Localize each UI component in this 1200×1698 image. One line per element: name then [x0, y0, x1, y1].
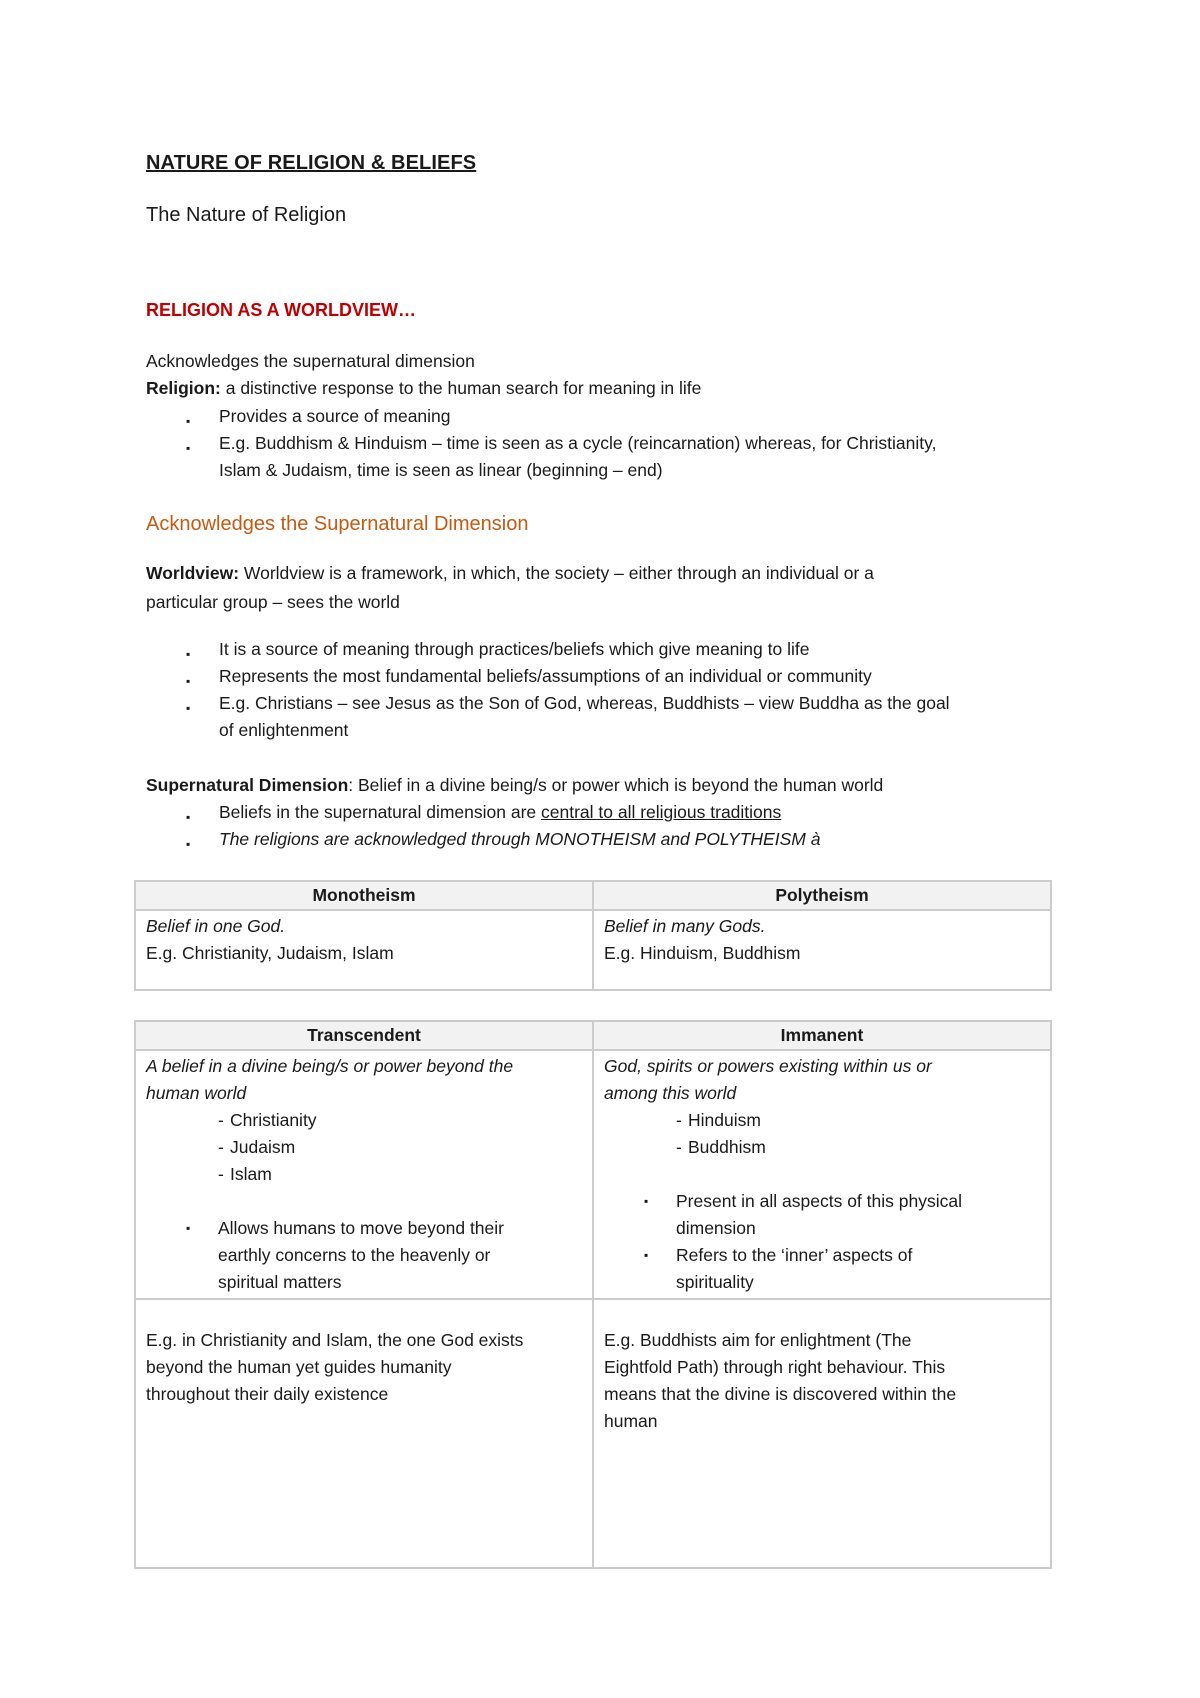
bullet-icon: ▪ [186, 701, 191, 715]
definition-text: a distinctive response to the human search for meaning in life [220, 378, 702, 398]
list-item [604, 1134, 1040, 1161]
bullet-text: spiritual matters [218, 1272, 342, 1292]
document-subtitle: The Nature of Religion [146, 204, 347, 226]
bullet-text-continued: of enlightenment [219, 720, 349, 740]
dash-icon: - [676, 1137, 682, 1157]
bullet-item-continued [146, 1269, 582, 1296]
list-item-label: Buddhism [688, 1137, 766, 1157]
list-item-label: Judaism [230, 1137, 296, 1157]
cell-text: human world [146, 1083, 247, 1103]
cell-text: Belief in many Gods. [604, 916, 766, 936]
table-header-transcendent: Transcendent [135, 1021, 593, 1050]
table-cell [135, 1299, 593, 1568]
bullet-text: Represents the most fundamental beliefs/assumptions of an individual or community [219, 666, 872, 686]
list-item [604, 1107, 1040, 1134]
table-header-monotheism: Monotheism [135, 881, 593, 910]
list-item-label: Islam [230, 1164, 272, 1184]
supernatural-definition [146, 772, 883, 799]
bullet-item-continued [604, 1269, 1040, 1296]
cell-text: means that the divine is discovered within the [604, 1384, 957, 1404]
bullet-text-plain: Beliefs in the supernatural dimension are [219, 802, 541, 822]
definition-text: : Belief in a divine being/s or power which is beyond the human world [348, 775, 884, 795]
bullet-item-continued [146, 1242, 582, 1269]
table-cell [135, 1050, 593, 1299]
monotheism-polytheism-table [134, 880, 1052, 991]
list-item-label: Christianity [230, 1110, 317, 1130]
bullet-icon: ▪ [644, 1248, 649, 1262]
worldview-definition [146, 560, 874, 587]
cell-text: throughout their daily existence [146, 1384, 389, 1404]
list-item [146, 1161, 582, 1188]
dash-icon: - [218, 1164, 224, 1184]
cell-text: among this world [604, 1083, 737, 1103]
dash-icon: - [676, 1110, 682, 1130]
bullet-icon: ▪ [186, 837, 191, 851]
bullet-text: It is a source of meaning through practices/beliefs which give meaning to life [219, 639, 810, 659]
bullet-item [604, 1188, 1040, 1215]
bullet-icon: ▪ [186, 441, 191, 455]
bullet-text: Allows humans to move beyond their [218, 1218, 504, 1238]
table-cell [593, 1050, 1051, 1299]
transcendent-immanent-table [134, 1020, 1052, 1569]
cell-text: E.g. Buddhists aim for enlightment (The [604, 1330, 912, 1350]
bullet-text: Refers to the ‘inner’ aspects of [676, 1245, 913, 1265]
bullet-icon: ▪ [186, 810, 191, 824]
underlined-phrase: central to all religious traditions [541, 802, 782, 822]
table-row [135, 1299, 1051, 1568]
bullet-icon: ▪ [186, 674, 191, 688]
table-header-row [135, 1021, 1051, 1050]
table-cell [593, 1299, 1051, 1568]
dash-icon: - [218, 1137, 224, 1157]
table-header-immanent: Immanent [593, 1021, 1051, 1050]
cell-text: E.g. Christianity, Judaism, Islam [146, 943, 394, 963]
cell-text: A belief in a divine being/s or power beyond the [146, 1056, 514, 1076]
document-title: NATURE OF RELIGION & BELIEFS [146, 152, 477, 174]
list-item-label: Hinduism [688, 1110, 761, 1130]
text-line: Acknowledges the supernatural dimension [146, 351, 475, 371]
bullet-text: earthly concerns to the heavenly or [218, 1245, 491, 1265]
table-row [135, 1050, 1051, 1299]
term-label: Religion: [146, 378, 221, 398]
bullet-text: spirituality [676, 1272, 754, 1292]
bullet-text: Present in all aspects of this physical [676, 1191, 962, 1211]
term-label: Supernatural Dimension [146, 775, 349, 795]
bullet-text: E.g. Buddhism & Hinduism – time is seen as a cycle (reincarnation) whereas, for Christianity, [219, 433, 937, 453]
section-heading-supernatural: Acknowledges the Supernatural Dimension [146, 513, 529, 535]
bullet-icon: ▪ [186, 1221, 191, 1235]
bullet-text-continued: Islam & Judaism, time is seen as linear (beginning – end) [219, 460, 663, 480]
religion-definition [146, 375, 701, 402]
definition-text: Worldview is a framework, in which, the society – either through an individual or a [239, 563, 874, 583]
cell-text: Eightfold Path) through right behaviour. This [604, 1357, 946, 1377]
table-header-row [135, 881, 1051, 910]
cell-text: beyond the human yet guides humanity [146, 1357, 452, 1377]
list-item [146, 1107, 582, 1134]
table-row [135, 910, 1051, 990]
section-heading-worldview: RELIGION AS A WORLDVIEW… [146, 300, 416, 320]
bullet-text: E.g. Christians – see Jesus as the Son of God, whereas, Buddhists – view Buddha as the goal [219, 693, 950, 713]
cell-text: human [604, 1411, 658, 1431]
bullet-text: Provides a source of meaning [219, 406, 451, 426]
cell-text: E.g. in Christianity and Islam, the one God exists [146, 1330, 524, 1350]
bullet-icon: ▪ [186, 414, 191, 428]
dash-icon: - [218, 1110, 224, 1130]
bullet-item-continued [604, 1215, 1040, 1242]
cell-text: E.g. Hinduism, Buddhism [604, 943, 801, 963]
bullet-item [604, 1242, 1040, 1269]
definition-text-continued: particular group – sees the world [146, 592, 400, 612]
table-cell [135, 910, 593, 990]
cell-text: God, spirits or powers existing within us or [604, 1056, 932, 1076]
list-item [146, 1134, 582, 1161]
cell-text: Belief in one God. [146, 916, 286, 936]
bullet-text: dimension [676, 1218, 756, 1238]
table-header-polytheism: Polytheism [593, 881, 1051, 910]
bullet-icon: ▪ [644, 1194, 649, 1208]
term-label: Worldview: [146, 563, 240, 583]
bullet-text-italic: The religions are acknowledged through MONOTHEISM and POLYTHEISM à [219, 829, 821, 849]
bullet-text [219, 799, 781, 826]
bullet-item [146, 1215, 582, 1242]
bullet-icon: ▪ [186, 647, 191, 661]
table-cell [593, 910, 1051, 990]
